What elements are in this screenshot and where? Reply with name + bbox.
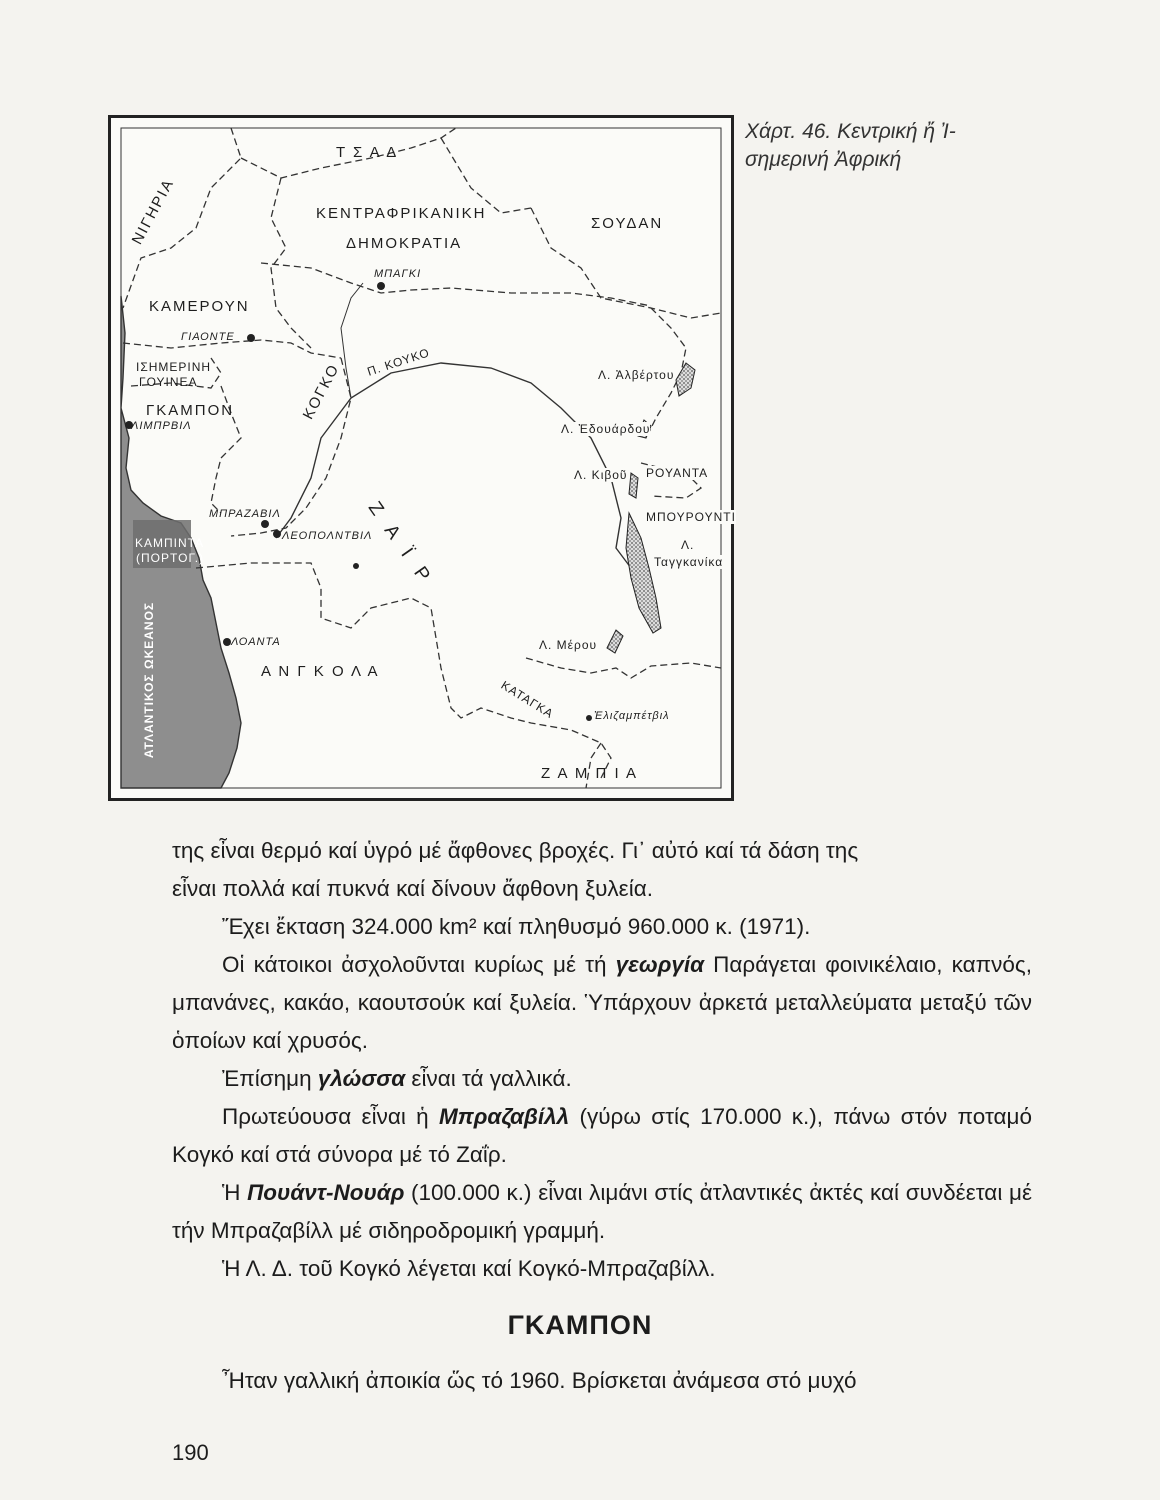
map-label-zambia: Ζ Α Μ Π Ι Α [541, 765, 639, 782]
map-label-lake-albert: Λ. Ἀλβέρτου [598, 368, 675, 382]
map-label-bangui: ΜΠΑΓΚΙ [374, 268, 422, 280]
map-label-yaounde: ΓΙΑΟΝΤΕ [181, 331, 235, 343]
map-label-katanga: ΚΑΤΑΓΚΑ [498, 678, 557, 722]
border-zambia [526, 658, 721, 678]
section-heading: ΓΚΑΜΠΟΝ [507, 1310, 653, 1340]
map-label-eq-guinea-line2: ΓΟΥΙΝΕΑ [139, 375, 198, 389]
paragraph-8-text: Ἦταν γαλλική ἀποικία ὥς τό 1960. Βρίσκεται ἀνάμεσα στό μυχό [222, 1368, 857, 1393]
paragraph-7: Ἡ Λ. Δ. τοῦ Κογκό λέγεται καί Κογκό-Μπραζαβίλλ. [222, 1256, 716, 1281]
paragraph-6 [172, 1174, 1032, 1250]
map-label-luanda: ΛΟΑΝΤΑ [231, 636, 281, 648]
p6-keyword: Πουάντ-Νουάρ [247, 1180, 405, 1205]
map-label-car-line1: ΚΕΝΤΡΑΦΡΙΚΑΝΙΚΗ [316, 205, 487, 222]
map-label-libreville: ΛΙΜΠΡΒΙΛ [131, 420, 192, 432]
map-label-brazzaville: ΜΠΡΑΖΑΒΙΛ [209, 508, 281, 520]
bangui-dot [377, 282, 385, 290]
border-chad-sudan [441, 138, 531, 213]
map-label-gabon: ΓΚΑΜΠΟΝ [146, 402, 235, 419]
brazzaville-dot [261, 520, 269, 528]
river-tributary [341, 283, 363, 398]
map-label-cabinda-line2: (ΠΟΡΤΟΓ.) [136, 551, 205, 565]
map-label-congo: ΚΟΓΚΟ [299, 360, 344, 423]
p4-text-a: Ἐπίσημη [222, 1066, 318, 1091]
map-label-chad: Τ Σ Α Δ [336, 144, 399, 161]
p3-text-a: Οἱ κάτοικοι ἀσχολοῦνται κυρίως μέ τή [222, 952, 616, 977]
p6-text-a: Ἡ [222, 1180, 248, 1205]
map-label-lake-edward: Λ. Ἐδουάρδου [561, 422, 651, 436]
lake-tanganyika-shape [626, 513, 661, 633]
map-label-eq-guinea-line1: ΙΣΗΜΕΡΙΝΗ [136, 360, 212, 374]
map-label-nigeria: ΝΙΓΗΡΙΑ [128, 175, 178, 248]
map-label-lake-tanganyika-line1: Λ. [681, 538, 695, 552]
map-label-angola: Α Ν Γ Κ Ο Λ Α [261, 663, 380, 680]
map-label-lake-tanganyika-line2: Ταγγκανίκα [654, 555, 724, 569]
p5-text-a: Πρωτεύουσα εἶναι ἡ [222, 1104, 439, 1129]
map-caption-line2: σημερινή Ἀφρική [745, 148, 902, 171]
map-caption-line1: Χάρτ. 46. Κεντρική ἤ Ἰ- [745, 120, 956, 143]
p3-text-c: Παράγεται φοινικέλαιο, καπνός, μπανάνες, κακάο, καουτσούκ καί ξυλεία. Ὑπάρχουν ἀρκετά μεταλλεύματα μεταξύ τῶν ὁποίων καί χρυσός. [172, 952, 1032, 1053]
leopoldville-dot [273, 530, 281, 538]
map-label-atlantic: ΑΤΛΑΝΤΙΚΟΣ ΩΚΕΑΝΟΣ [142, 601, 157, 759]
map-label-lake-mweru: Λ. Μέρου [539, 638, 598, 652]
map-caption [745, 118, 1045, 174]
map-label-elisabethville: Ἐλιζαμπέτβιλ [594, 710, 670, 722]
inland-dot [353, 563, 359, 569]
page-number: 190 [172, 1440, 209, 1465]
p6-text-c: (100.000 κ.) εἶναι λιμάνι στίς ἀτλαντικές ἀκτές καί συνδέεται μέ τήν Μπραζαβίλλ μέ σιδηροδρομική γραμμή. [172, 1180, 1032, 1243]
map-label-leopoldville: ΛΕΟΠΟΛΝΤΒΙΛ [282, 530, 373, 542]
map-label-cabinda-line1: ΚΑΜΠΙΝΤΑ [135, 536, 205, 550]
map-label-cameroon: ΚΑΜΕΡΟΥΝ [149, 298, 250, 315]
luanda-dot [223, 638, 231, 646]
p4-text-c: εἶναι τά γαλλικά. [405, 1066, 572, 1091]
paragraph-1-line1: της εἶναι θερμό καί ὑγρό μέ ἄφθονες βροχές. Γι᾽ αὐτό καί τά δάση της [172, 838, 859, 863]
paragraph-8 [172, 1362, 1032, 1400]
body-text [172, 832, 1032, 1288]
lake-albert-shape [676, 363, 695, 396]
map-label-car-line2: ΔΗΜΟΚΡΑΤΙΑ [346, 235, 463, 252]
map-label-rwanda: ΡΟΥΑΝΤΑ [646, 466, 709, 480]
p5-text-c: (γύρω στίς 170.000 κ.), πάνω στόν ποταμό Κογκό καί στά σύνορα μέ τό Ζαΐρ. [172, 1104, 1032, 1167]
paragraph-5 [172, 1098, 1032, 1174]
paragraph-4 [172, 1060, 1032, 1098]
map-label-lake-kivu: Λ. Κιβοῦ [574, 468, 628, 482]
lake-kivu-shape [629, 473, 638, 498]
map-label-zaire: Ζ Α Ϊ Ρ [363, 498, 438, 591]
map-label-burundi: ΜΠΟΥΡΟΥΝΤΙ [646, 510, 736, 524]
map-label-congo-river: Π. ΚΟΥΚΟ [365, 345, 432, 379]
paragraph-1-line2: εἶναι πολλά καί πυκνά καί δίνουν ἄφθονη ξυλεία. [172, 876, 653, 901]
map-figure [108, 115, 734, 801]
map-label-sudan: ΣΟΥΔΑΝ [591, 215, 664, 232]
p4-keyword: γλώσσα [317, 1066, 406, 1091]
p3-keyword: γεωργία [615, 952, 705, 977]
elisabethville-dot [586, 715, 592, 721]
border-cameroon-car [271, 178, 311, 348]
yaounde-dot [247, 334, 255, 342]
border-zaire-angola [196, 563, 611, 778]
paragraph-3 [172, 946, 1032, 1060]
p5-keyword: Μπραζαβίλλ [438, 1104, 570, 1129]
paragraph-2: Ἔχει ἔκταση 324.000 km² καί πληθυσμό 960.000 κ. (1971). [222, 914, 811, 939]
lake-mweru-shape [607, 630, 623, 653]
